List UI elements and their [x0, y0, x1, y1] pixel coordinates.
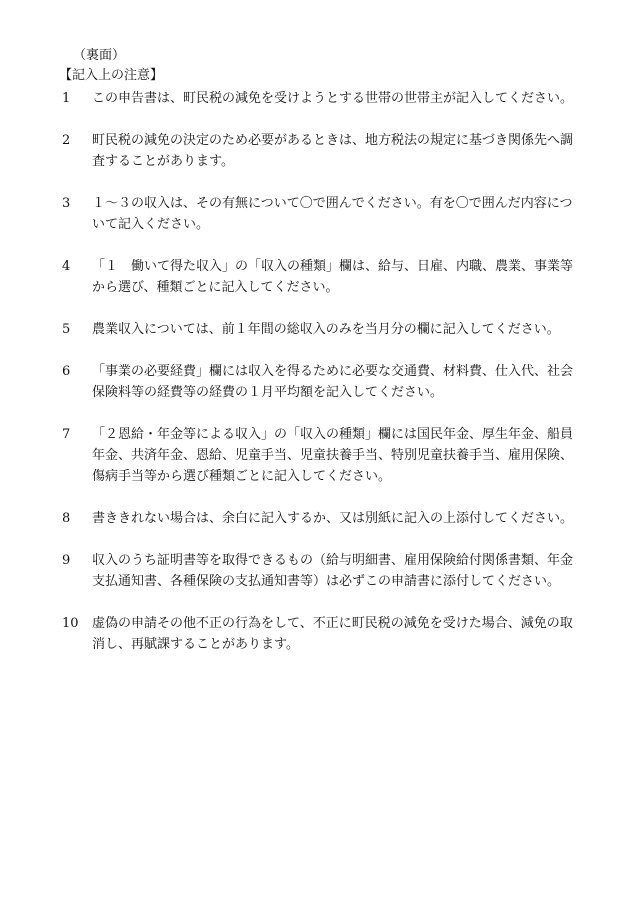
note-item [62, 88, 584, 109]
note-item [62, 550, 584, 592]
note-item [62, 508, 584, 529]
note-text: 「事業の必要経費」欄には収入を得るために必要な交通費、材料費、仕入代、社会保険料等の経費等の経費の１月平均額を記入してください。 [92, 364, 574, 400]
note-item [62, 193, 584, 235]
note-item [62, 130, 584, 172]
note-text: 「２恩給・年金等による収入」の「収入の種類」欄には国民年金、厚生年金、船員年金、共済年金、恩給、児童手当、児童扶養手当、特別児童扶養手当、雇用保険、傷病手当等から選び種類ごとに記入してください。 [92, 427, 574, 484]
page-side-label: （裏面） [73, 48, 126, 63]
note-item [62, 361, 584, 403]
notes-list [62, 88, 584, 676]
note-item [62, 319, 584, 340]
note-text: １～３の収入は、その有無について〇で囲んでください。有を〇で囲んだ内容について記入ください。 [92, 196, 573, 232]
note-text: 書ききれない場合は、余白に記入するか、又は別紙に記入の上添付してください。 [92, 511, 574, 526]
note-number: 2 [62, 133, 71, 148]
note-text: 虚偽の申請その他不正の行為をして、不正に町民税の減免を受けた場合、減免の取消し、再賦課することがあります。 [92, 616, 573, 652]
note-number: 1 [62, 91, 71, 106]
note-number: 6 [62, 364, 71, 379]
note-number: 5 [62, 322, 71, 337]
note-text: 収入のうち証明書等を取得できるもの（給与明細書、雇用保険給付関係書類、年金支払通知書、各種保険の支払通知書等）は必ずこの申請書に添付してください。 [92, 553, 574, 589]
note-number: 10 [62, 616, 79, 631]
note-number: 7 [62, 427, 71, 442]
note-number: 8 [62, 511, 71, 526]
note-text: 「１ 働いて得た収入」の「収入の種類」欄は、給与、日雇、内職、農業、事業等から選び、種類ごとに記入してください。 [92, 259, 574, 295]
notes-heading: 【記入上の注意】 [59, 68, 164, 83]
note-item [62, 256, 584, 298]
note-item [62, 424, 584, 487]
note-text: 町民税の減免の決定のため必要があるときは、地方税法の規定に基づき関係先へ調査することがあります。 [92, 133, 574, 169]
note-text: この申告書は、町民税の減免を受けようとする世帯の世帯主が記入してください。 [92, 91, 574, 106]
note-item [62, 613, 584, 655]
note-number: 9 [62, 553, 71, 568]
note-number: 4 [62, 259, 71, 274]
note-number: 3 [62, 196, 71, 211]
note-text: 農業収入については、前１年間の総収入のみを当月分の欄に記入してください。 [92, 322, 560, 337]
